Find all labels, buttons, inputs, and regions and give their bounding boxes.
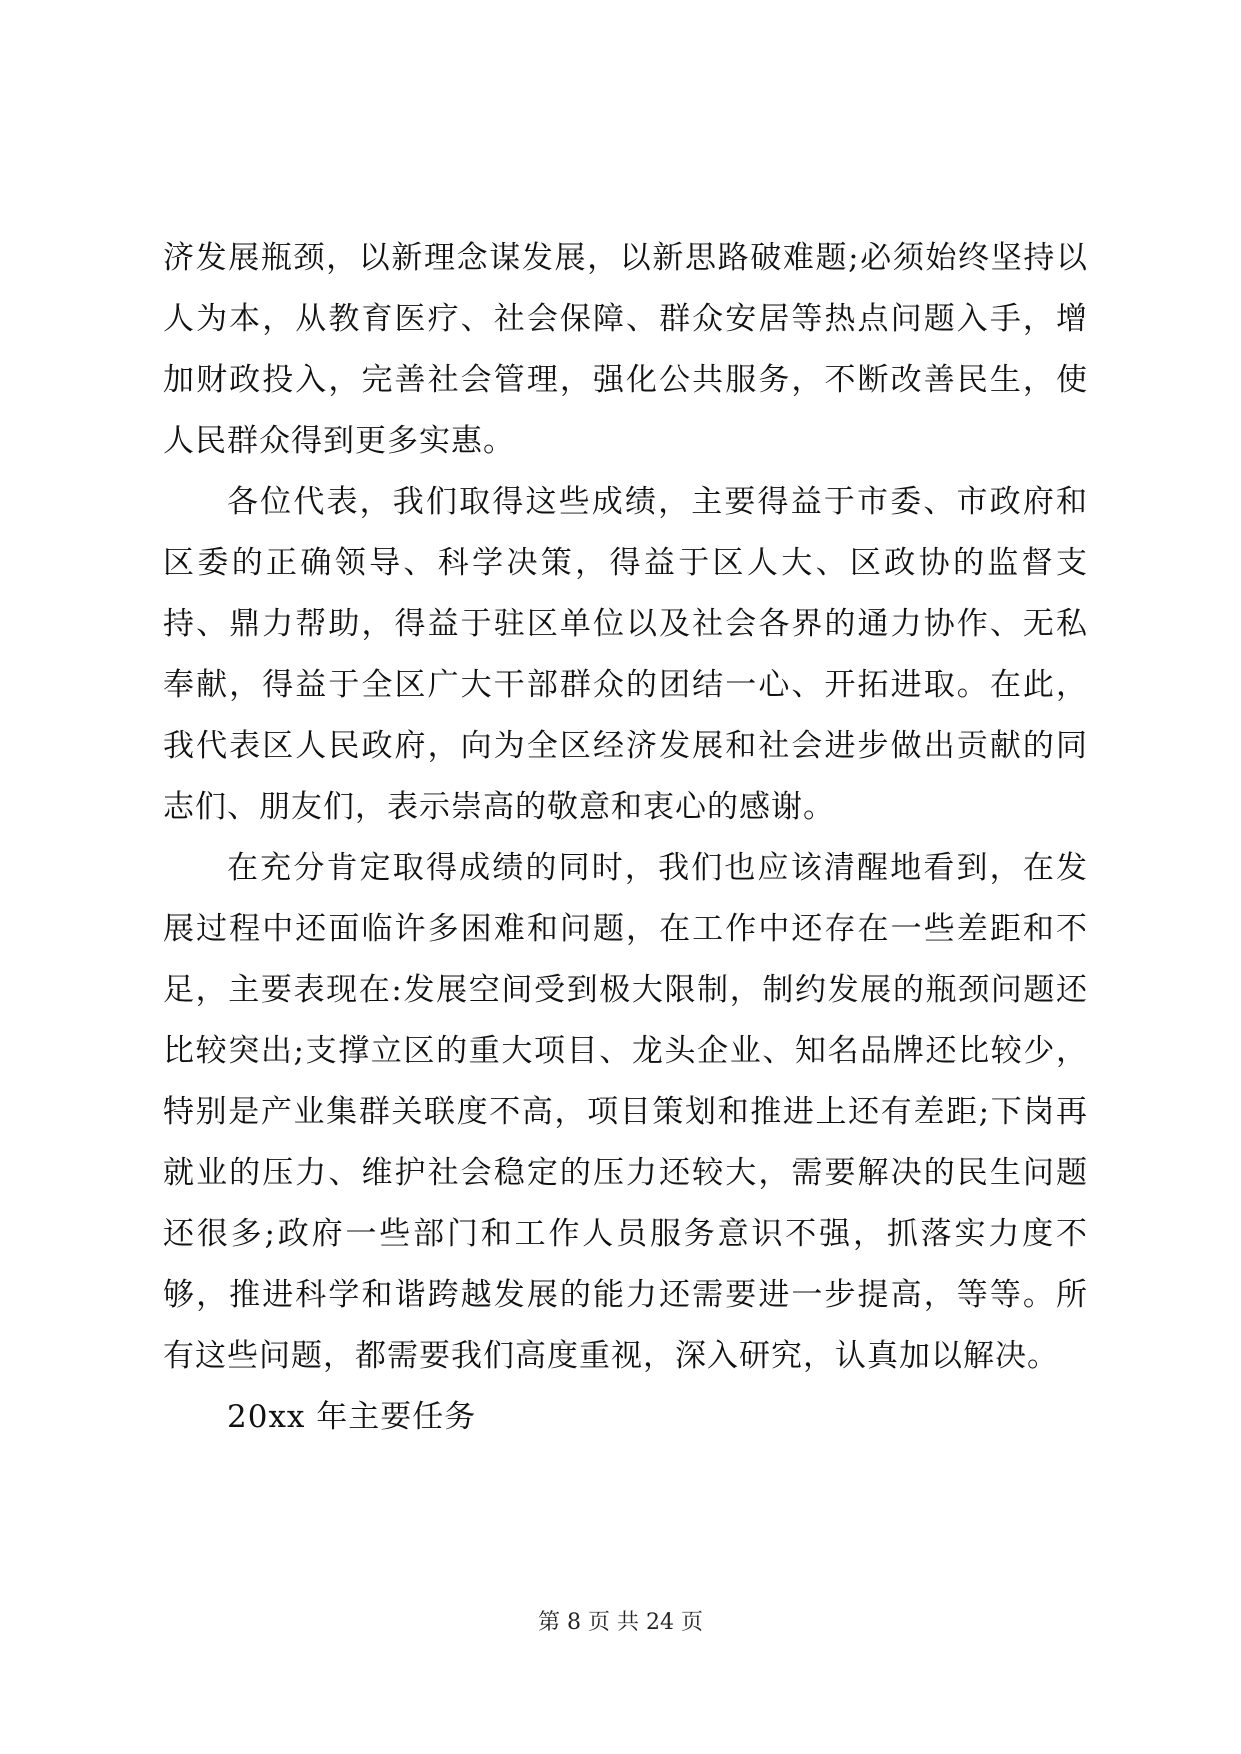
section-heading: 20xx 年主要任务 <box>227 1399 477 1435</box>
page-footer: 第 8 页 共 24 页 <box>538 1610 703 1635</box>
paragraph-problems: 在充分肯定取得成绩的同时，我们也应该清醒地看到，在发展过程中还面临许多困难和问题，在工作中还存在一些差距和不足，主要表现在:发展空间受到极大限制，制约发展的瓶颈问题还比较突出;支撑立区的重大项目、龙头企业、知名品牌还比较少，特别是产业集群关联度不高，项目策划和推进上还有差距;下岗再就业的压力、维护社会稳定的压力还较大，需要解决的民生问题还很多;政府一些部门和工作人员服务意识不强，抓落实力度不够，推进科学和谐跨越发展的能力还需要进一步提高，等等。所有这些问题，都需要我们高度重视，深入研究，认真加以解决。 <box>163 850 1088 1374</box>
document-body <box>163 228 1088 1448</box>
paragraph-continuation: 济发展瓶颈，以新理念谋发展，以新思路破难题;必须始终坚持以人为本，从教育医疗、社会保障、群众安居等热点问题入手，增加财政投入，完善社会管理，强化公共服务，不断改善民生，使人民群众得到更多实惠。 <box>163 240 1088 459</box>
paragraph-thanks: 各位代表，我们取得这些成绩，主要得益于市委、市政府和区委的正确领导、科学决策，得益于区人大、区政协的监督支持、鼎力帮助，得益于驻区单位以及社会各界的通力协作、无私奉献，得益于全区广大干部群众的团结一心、开拓进取。在此，我代表区人民政府，向为全区经济发展和社会进步做出贡献的同志们、朋友们，表示崇高的敬意和衷心的感谢。 <box>163 484 1088 825</box>
